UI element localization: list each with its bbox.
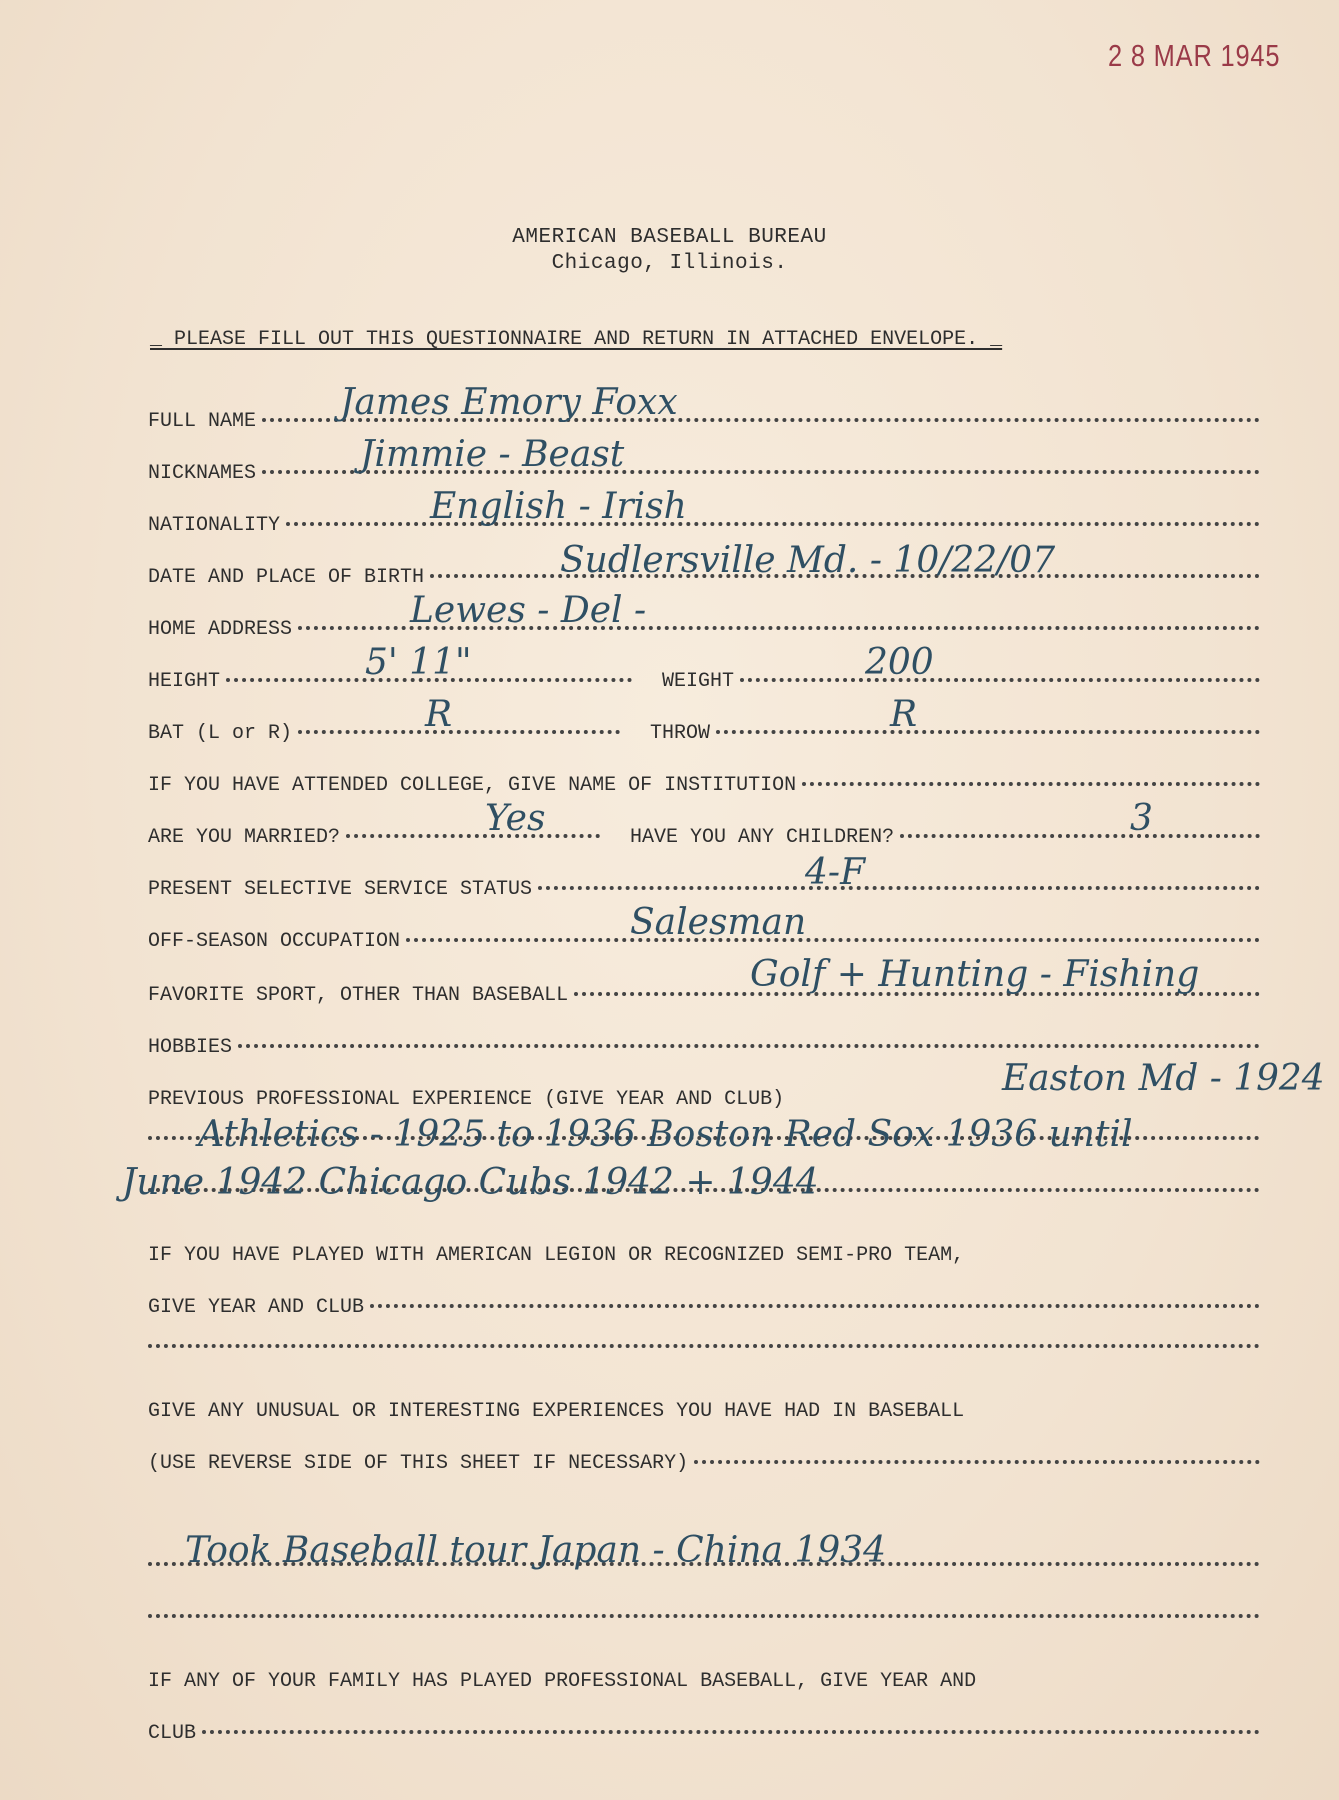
full-name-answer: James Emory Foxx	[340, 382, 678, 423]
married-dots	[346, 834, 600, 838]
height-weight-row	[148, 670, 1260, 693]
throw-dots	[716, 730, 1260, 734]
birth-answer: Sudlersville Md. - 10/22/07	[560, 540, 1056, 581]
occupation-dots	[406, 938, 1260, 942]
instructions-notice	[150, 328, 1270, 351]
unusual-dots-2	[694, 1460, 1260, 1464]
selective-service-dots	[538, 886, 1260, 890]
weight-dots	[740, 678, 1260, 682]
selective-service-label: PRESENT SELECTIVE SERVICE STATUS	[148, 878, 533, 901]
full-name-row	[148, 410, 1260, 433]
unusual-row-1	[148, 1400, 1260, 1423]
family-dots-2	[202, 1730, 1260, 1734]
nicknames-label: NICKNAMES	[148, 462, 257, 485]
bat-throw-row	[148, 722, 1260, 745]
hobbies-label: HOBBIES	[148, 1036, 233, 1059]
favorite-sport-label: FAVORITE SPORT, OTHER THAN BASEBALL	[148, 984, 569, 1007]
form-title: AMERICAN BASEBALL BUREAU	[512, 226, 827, 249]
married-children-row	[148, 826, 1260, 849]
legion-row-1	[148, 1244, 1260, 1267]
family-label-1: IF ANY OF YOUR FAMILY HAS PLAYED PROFESSIONAL BASEBALL, GIVE YEAR AND	[148, 1670, 977, 1693]
weight-answer: 200	[865, 642, 934, 683]
date-stamp: 2 8 MAR 1945	[1108, 38, 1281, 73]
hobbies-dots	[238, 1044, 1260, 1048]
weight-label: WEIGHT	[662, 670, 735, 693]
form-city: Chicago, Illinois.	[551, 252, 788, 275]
height-answer: 5' 11"	[365, 642, 472, 683]
hobbies-row	[148, 1036, 1260, 1059]
married-label: ARE YOU MARRIED?	[148, 826, 341, 849]
children-label: HAVE YOU ANY CHILDREN?	[630, 826, 895, 849]
college-label: IF YOU HAVE ATTENDED COLLEGE, GIVE NAME OF INSTITUTION	[148, 774, 797, 797]
legion-row-2	[148, 1296, 1260, 1319]
favorite-sport-answer: Golf + Hunting - Fishing	[750, 954, 1200, 995]
bat-dots	[298, 730, 620, 734]
occupation-label: OFF-SEASON OCCUPATION	[148, 930, 401, 953]
height-label: HEIGHT	[148, 670, 221, 693]
home-address-row	[148, 618, 1260, 641]
throw-answer: R	[890, 694, 918, 735]
nationality-label: NATIONALITY	[148, 514, 281, 537]
selective-service-row	[148, 878, 1260, 901]
family-row-2	[148, 1722, 1260, 1745]
legion-row-3	[148, 1348, 1260, 1352]
birth-label: DATE AND PLACE OF BIRTH	[148, 566, 425, 589]
unusual-answer: Took Baseball tour Japan - China 1934	[185, 1530, 887, 1571]
selective-service-answer: 4-F	[805, 852, 866, 893]
college-dots	[802, 782, 1260, 786]
bat-answer: R	[425, 694, 453, 735]
legion-dots-2	[370, 1304, 1260, 1308]
nationality-row	[148, 514, 1260, 537]
unusual-row-4	[148, 1618, 1260, 1622]
legion-label-2: GIVE YEAR AND CLUB	[148, 1296, 365, 1319]
unusual-label-1: GIVE ANY UNUSUAL OR INTERESTING EXPERIENCES YOU HAVE HAD IN BASEBALL	[148, 1400, 965, 1423]
unusual-dots-4	[148, 1614, 1260, 1618]
instructions-text: _ PLEASE FILL OUT THIS QUESTIONNAIRE AND RETURN IN ATTACHED ENVELOPE. _	[150, 328, 1003, 351]
experience-answer-2: Athletics - 1925 to 1936 Boston Red Sox 1936 until	[198, 1114, 1133, 1155]
throw-label: THROW	[650, 722, 711, 745]
nationality-answer: English - Irish	[430, 486, 687, 527]
legion-dots-3	[148, 1344, 1260, 1348]
nicknames-row	[148, 462, 1260, 485]
family-label-2: CLUB	[148, 1722, 197, 1745]
children-dots	[900, 834, 1260, 838]
experience-answer-3: June 1942 Chicago Cubs 1942 + 1944	[122, 1162, 819, 1203]
unusual-label-2: (USE REVERSE SIDE OF THIS SHEET IF NECESSARY)	[148, 1452, 689, 1475]
family-row-1	[148, 1670, 1260, 1693]
occupation-answer: Salesman	[630, 902, 807, 943]
children-answer: 3	[1130, 798, 1153, 839]
home-address-label: HOME ADDRESS	[148, 618, 293, 641]
married-answer: Yes	[485, 798, 546, 839]
nicknames-answer: Jimmie - Beast	[360, 434, 625, 475]
unusual-row-2	[148, 1452, 1260, 1475]
home-address-answer: Lewes - Del -	[410, 590, 647, 631]
experience-label: PREVIOUS PROFESSIONAL EXPERIENCE (GIVE YEAR AND CLUB)	[148, 1088, 785, 1111]
legion-label-1: IF YOU HAVE PLAYED WITH AMERICAN LEGION OR RECOGNIZED SEMI-PRO TEAM,	[148, 1244, 965, 1267]
college-row	[148, 774, 1260, 797]
full-name-label: FULL NAME	[148, 410, 257, 433]
bat-label: BAT (L or R)	[148, 722, 293, 745]
experience-answer-1: Easton Md - 1924	[1002, 1058, 1325, 1099]
